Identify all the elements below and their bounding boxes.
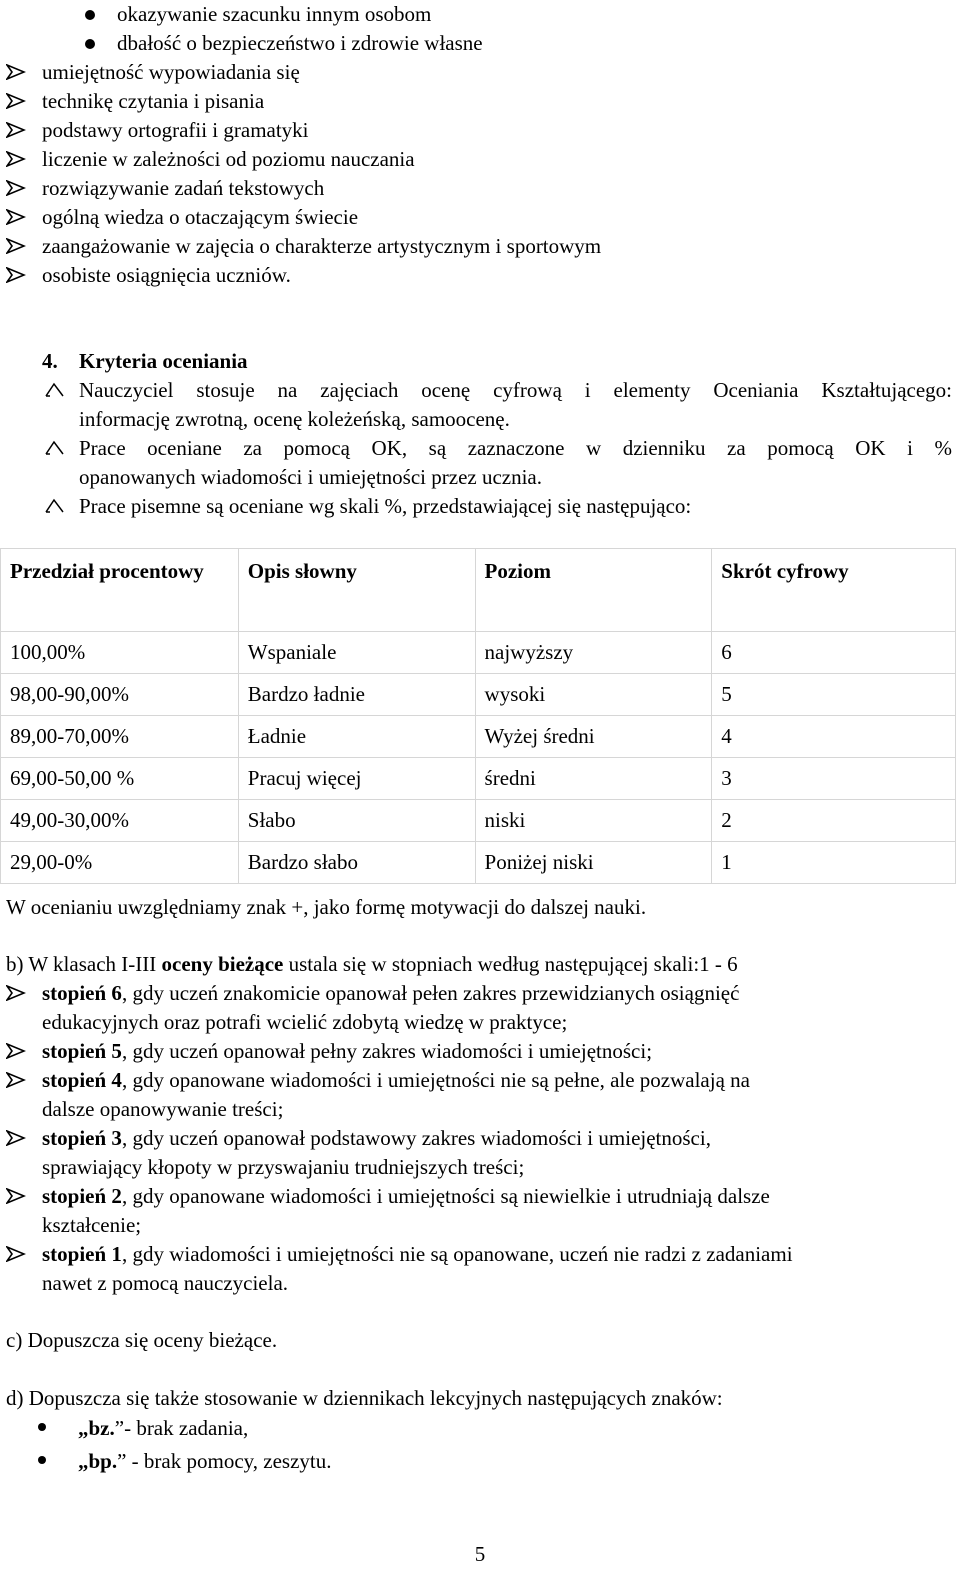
table-cell: 29,00-0% bbox=[1, 842, 239, 884]
grade-text: , gdy uczeń opanował pełny zakres wiadomości i umiejętności; bbox=[121, 1039, 653, 1063]
grade-text: , gdy uczeń znakomicie opanował pełen zakres przewidzianych osiągnięć bbox=[121, 981, 740, 1005]
section-b-suffix: ustala się w stopniach według następującej skali:1 - 6 bbox=[283, 952, 738, 976]
arrow-bullet-icon bbox=[6, 267, 26, 283]
grade-text: , gdy wiadomości i umiejętności nie są opanowane, uczeń nie radzi z zadaniami bbox=[121, 1242, 793, 1266]
table-row bbox=[1, 716, 956, 758]
section-title: Kryteria oceniania bbox=[79, 349, 248, 373]
grade-item bbox=[42, 1037, 652, 1066]
paragraph-line: Prace pisemne są oceniane wg skali %, przedstawiającej się następująco: bbox=[79, 494, 692, 518]
grade-item bbox=[42, 1124, 711, 1153]
sign-code: „bz. bbox=[78, 1416, 115, 1440]
arrow-bullet-icon bbox=[6, 122, 26, 138]
section-number: 4. bbox=[42, 349, 58, 373]
table-cell: Bardzo słabo bbox=[238, 842, 475, 884]
arrow-bullet-icon bbox=[6, 64, 26, 80]
table-cell: Wspaniale bbox=[238, 632, 475, 674]
arrow-bullet-icon bbox=[6, 1130, 26, 1146]
list-item: osobiste osiągnięcia uczniów. bbox=[42, 263, 291, 287]
caret-bullet-icon bbox=[44, 382, 66, 398]
grade-item bbox=[42, 1240, 793, 1269]
table-cell: 98,00-90,00% bbox=[1, 674, 239, 716]
list-item: liczenie w zależności od poziomu nauczania bbox=[42, 147, 415, 171]
arrow-bullet-icon bbox=[6, 238, 26, 254]
sign-code: „bp. bbox=[78, 1449, 118, 1473]
table-cell: wysoki bbox=[475, 674, 712, 716]
table-row bbox=[1, 674, 956, 716]
list-item bbox=[78, 1414, 248, 1443]
section-b-prefix: b) W klasach I-III bbox=[6, 952, 162, 976]
grade-text: , gdy uczeń opanował podstawowy zakres wiadomości i umiejętności, bbox=[121, 1126, 711, 1150]
table-row bbox=[1, 842, 956, 884]
column-header: Przedział procentowy bbox=[1, 549, 239, 632]
table-cell: 5 bbox=[712, 674, 956, 716]
grade-text-continued: edukacyjnych oraz potrafi wcielić zdobytą wiedzę w praktyce; bbox=[42, 1010, 568, 1034]
list-item: dbałość o bezpieczeństwo i zdrowie własne bbox=[117, 31, 483, 55]
page-number: 5 bbox=[474, 1542, 486, 1566]
grade-text-continued: nawet z pomocą nauczyciela. bbox=[42, 1271, 289, 1295]
table-cell: 6 bbox=[712, 632, 956, 674]
table-cell: 2 bbox=[712, 800, 956, 842]
section-b-bold: oceny bieżące bbox=[161, 952, 284, 976]
grading-scale-table bbox=[0, 548, 956, 884]
table-cell: 89,00-70,00% bbox=[1, 716, 239, 758]
table-cell: 49,00-30,00% bbox=[1, 800, 239, 842]
caret-bullet-icon bbox=[44, 440, 66, 456]
grade-label: stopień 2 bbox=[42, 1184, 122, 1208]
grade-label: stopień 1 bbox=[42, 1242, 122, 1266]
plus-note: W ocenianiu uwzględniamy znak +, jako formę motywacji do dalszej nauki. bbox=[6, 895, 647, 919]
table-row bbox=[1, 632, 956, 674]
table-row bbox=[1, 800, 956, 842]
arrow-bullet-icon bbox=[6, 1188, 26, 1204]
caret-bullet-icon bbox=[44, 498, 66, 514]
table-cell: 1 bbox=[712, 842, 956, 884]
section-d: d) Dopuszcza się także stosowanie w dziennikach lekcyjnych następujących znaków: bbox=[6, 1386, 723, 1410]
list-item: ogólną wiedza o otaczającym świecie bbox=[42, 205, 359, 229]
arrow-bullet-icon bbox=[6, 1246, 26, 1262]
list-item: umiejętność wypowiadania się bbox=[42, 60, 300, 84]
table-cell: niski bbox=[475, 800, 712, 842]
table-cell: średni bbox=[475, 758, 712, 800]
paragraph-line: informację zwrotną, ocenę koleżeńską, samoocenę. bbox=[79, 407, 510, 431]
bullet-icon bbox=[85, 39, 95, 49]
grade-text: , gdy opanowane wiadomości i umiejętności nie są pełne, ale pozwalają na bbox=[121, 1068, 750, 1092]
table-cell: 4 bbox=[712, 716, 956, 758]
column-header: Poziom bbox=[475, 549, 712, 632]
bullet-icon bbox=[38, 1423, 46, 1431]
table-cell: Bardzo ładnie bbox=[238, 674, 475, 716]
list-item: okazywanie szacunku innym osobom bbox=[117, 2, 432, 26]
arrow-bullet-icon bbox=[6, 93, 26, 109]
table-cell: 3 bbox=[712, 758, 956, 800]
column-header: Opis słowny bbox=[238, 549, 475, 632]
list-item: zaangażowanie w zajęcia o charakterze artystycznym i sportowym bbox=[42, 234, 602, 258]
column-header: Skrót cyfrowy bbox=[712, 549, 956, 632]
table-cell: 69,00-50,00 % bbox=[1, 758, 239, 800]
grade-text-continued: kształcenie; bbox=[42, 1213, 142, 1237]
table-cell: Pracuj więcej bbox=[238, 758, 475, 800]
table-cell: Poniżej niski bbox=[475, 842, 712, 884]
grade-text-continued: dalsze opanowywanie treści; bbox=[42, 1097, 284, 1121]
grade-label: stopień 6 bbox=[42, 981, 122, 1005]
section-c: c) Dopuszcza się oceny bieżące. bbox=[6, 1328, 278, 1352]
sign-desc: ”- brak zadania, bbox=[114, 1416, 249, 1440]
arrow-bullet-icon bbox=[6, 180, 26, 196]
paragraph-line: Nauczyciel stosuje na zajęciach ocenę cyfrową i elementy Oceniania Kształtującego: bbox=[79, 378, 952, 402]
table-cell: najwyższy bbox=[475, 632, 712, 674]
arrow-bullet-icon bbox=[6, 985, 26, 1001]
grade-text-continued: sprawiający kłopoty w przyswajaniu trudniejszych treści; bbox=[42, 1155, 525, 1179]
table-cell: Słabo bbox=[238, 800, 475, 842]
grade-text: , gdy opanowane wiadomości i umiejętności są niewielkie i utrudniają dalsze bbox=[121, 1184, 770, 1208]
table-cell: Ładnie bbox=[238, 716, 475, 758]
paragraph-line: opanowanych wiadomości i umiejętności przez ucznia. bbox=[79, 465, 543, 489]
list-item: rozwiązywanie zadań tekstowych bbox=[42, 176, 325, 200]
grade-item bbox=[42, 1182, 770, 1211]
arrow-bullet-icon bbox=[6, 1043, 26, 1059]
bullet-icon bbox=[85, 10, 95, 20]
arrow-bullet-icon bbox=[6, 209, 26, 225]
table-cell: Wyżej średni bbox=[475, 716, 712, 758]
grade-label: stopień 4 bbox=[42, 1068, 122, 1092]
arrow-bullet-icon bbox=[6, 1072, 26, 1088]
arrow-bullet-icon bbox=[6, 151, 26, 167]
section-b-heading bbox=[6, 950, 738, 979]
table-header-row bbox=[1, 549, 956, 632]
grade-label: stopień 3 bbox=[42, 1126, 122, 1150]
paragraph-line: Prace oceniane za pomocą OK, są zaznaczone w dzienniku za pomocą OK i % bbox=[79, 436, 952, 460]
bullet-icon bbox=[38, 1456, 46, 1464]
list-item bbox=[78, 1447, 332, 1476]
sign-desc: ” - brak pomocy, zeszytu. bbox=[117, 1449, 332, 1473]
grade-item bbox=[42, 979, 739, 1008]
grade-item bbox=[42, 1066, 750, 1095]
list-item: technikę czytania i pisania bbox=[42, 89, 265, 113]
table-row bbox=[1, 758, 956, 800]
grade-label: stopień 5 bbox=[42, 1039, 122, 1063]
list-item: podstawy ortografii i gramatyki bbox=[42, 118, 309, 142]
table-cell: 100,00% bbox=[1, 632, 239, 674]
